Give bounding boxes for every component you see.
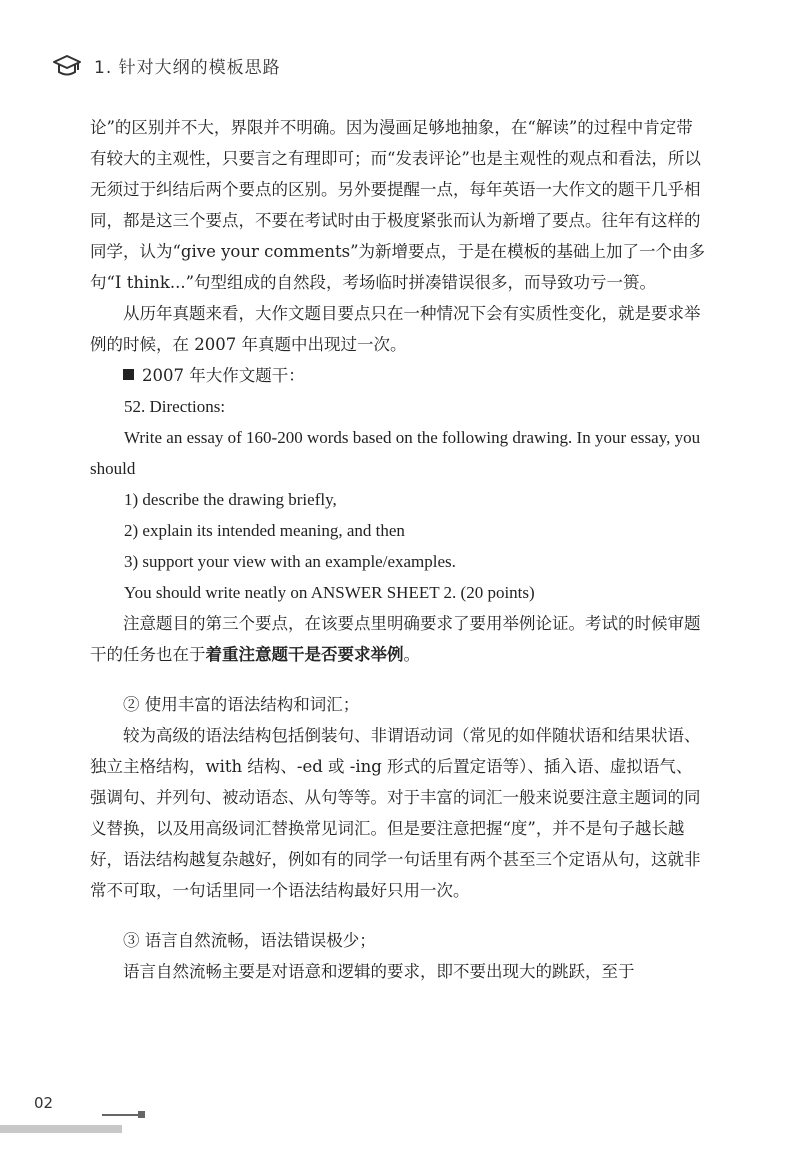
directions-item: 3) support your view with an example/examples. — [124, 552, 456, 571]
paragraph: 从历年真题来看，大作文题目要点只在一种情况下会有实质性变化，就是要求举例的时候，在 2007 年真题中出现过一次。 — [90, 304, 701, 354]
section-3-body: 语言自然流畅主要是对语意和逻辑的要求，即不要出现大的跳跃，至于 — [123, 962, 635, 981]
directions-instruction: Write an essay of 160-200 words based on the following drawing. In your essay, you should — [90, 428, 701, 478]
page-body — [90, 112, 708, 987]
section-2-body: 较为高级的语法结构包括倒装句、非谓语动词（常见的如伴随状语和结果状语、独立主格结构，with 结构、-ed 或 -ing 形式的后置定语等）、插入语、虚拟语气、强调句、并列句、被动语态、从句等等。对于丰富的词汇一般来说要注意主题词的同义替换，以及用高级词汇替换常见词汇。但是要注意把握“度”，并不是句子越长越好，语法结构越复杂越好，例如有的同学一句话里有两个甚至三个定语从句，这就非常不可取，一句话里同一个语法结构最好只用一次。 — [90, 726, 701, 900]
emphasis-text: 着重注意题干是否要求举例 — [205, 645, 404, 664]
exam-heading: 2007 年大作文题干： — [90, 360, 708, 391]
page-header — [52, 52, 281, 78]
footer-bar — [0, 1125, 122, 1133]
paragraph: 论”的区别并不大，界限并不明确。因为漫画足够地抽象，在“解读”的过程中肯定带有较大的主观性，只要言之有理即可；而“发表评论”也是主观性的观点和看法，所以无须过于纠结后两个要点的区别。另外要提醒一点，每年英语一大作文的题干几乎相同，都是这三个要点，不要在考试时由于极度紧张而认为新增了要点。往年有这样的同学，认为“give your comments”为新增要点，于是在模板的基础上加了一个由多句“I think...”句型组成的自然段，考场临时拼凑错误很多，而导致功亏一篑。 — [90, 118, 706, 292]
page-number: 02 — [34, 1094, 54, 1112]
square-bullet-icon — [123, 369, 134, 380]
directions-item: 1) describe the drawing briefly, — [124, 490, 337, 509]
directions-item: 2) explain its intended meaning, and then — [124, 521, 405, 540]
note-paragraph: 注意题目的第三个要点，在该要点里明确要求了要用举例论证。考试的时候审题干的任务也在于着重注意题干是否要求举例。 — [90, 614, 701, 664]
footer-decoration — [102, 1114, 140, 1116]
footer-decoration — [138, 1111, 145, 1118]
graduation-cap-icon — [52, 52, 82, 78]
section-3-title: ③ 语言自然流畅，语法错误极少； — [123, 931, 376, 950]
section-2-title: ② 使用丰富的语法结构和词汇； — [123, 695, 360, 714]
directions-closing: You should write neatly on ANSWER SHEET 2. (20 points) — [124, 583, 535, 602]
chapter-title: 1. 针对大纲的模板思路 — [94, 57, 281, 78]
directions-label: 52. Directions: — [124, 397, 226, 416]
